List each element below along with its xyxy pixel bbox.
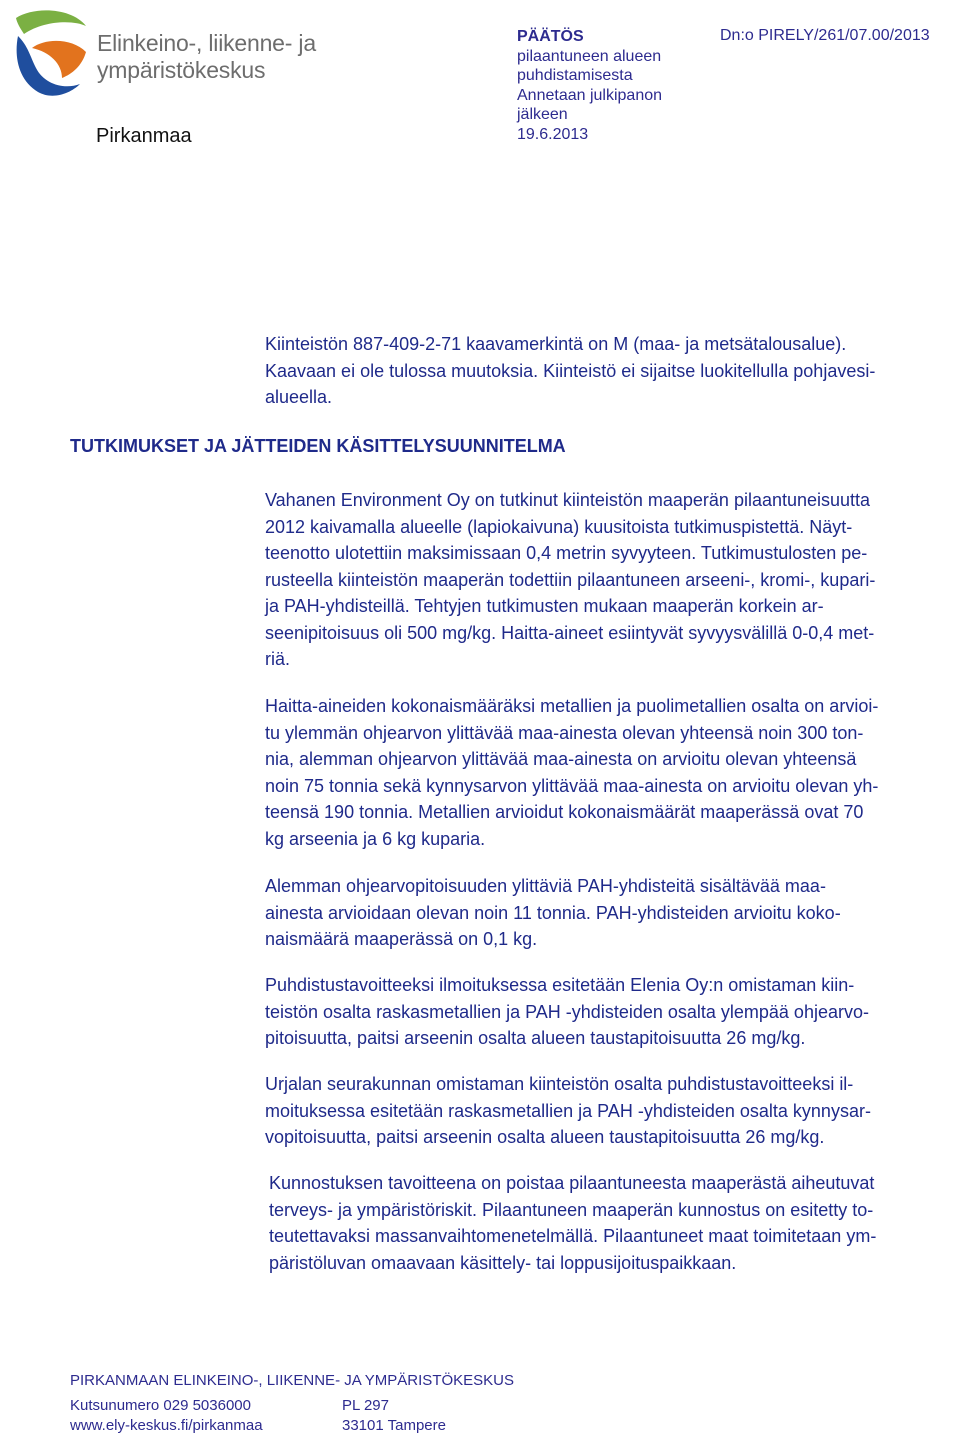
footer-postal-address: 33101 Tampere: [342, 1417, 446, 1434]
text-line: kg arseenia ja 6 kg kuparia.: [265, 828, 486, 849]
footer-phone: Kutsunumero 029 5036000: [70, 1397, 251, 1414]
text-line: Vahanen Environment Oy on tutkinut kiinteistön maaperän pilaantuneisuutta: [265, 490, 871, 510]
text-line: Alemman ohjearvopitoisuuden ylittäviä PAH-yhdisteitä sisältävää maa-: [265, 876, 826, 896]
footer-organization: PIRKANMAAN ELINKEINO-, LIIKENNE- JA YMPÄRISTÖKESKUS: [70, 1372, 515, 1389]
text-line: Kunnostuksen tavoitteena on poistaa pilaantuneesta maaperästä aiheutuvat: [269, 1173, 875, 1193]
paragraph-pah: [265, 873, 955, 953]
text-line: terveys- ja ympäristöriskit. Pilaantuneen maaperän kunnostus on esitetty to-: [269, 1199, 874, 1220]
text-line: teensä 190 tonnia. Metallien arvioidut kokonaismäärät maaperässä ovat 70: [265, 802, 864, 822]
paragraph-target-urjala: [265, 1071, 955, 1151]
text-line: nia, alemman ohjearvon ylittävää maa-ainesta on arvioitu olevan yhteensä: [265, 749, 857, 769]
paragraph-target-elenia: [265, 972, 955, 1052]
text-line: Kiinteistön 887-409-2-71 kaavamerkintä on M (maa- ja metsätalousalue).: [265, 334, 847, 354]
organization-name-line1: Elinkeino-, liikenne- ja: [97, 30, 316, 56]
document-meta: [517, 27, 697, 144]
paragraph-quantities: [265, 693, 955, 852]
document-subject-line: jälkeen: [517, 106, 568, 123]
paragraph-investigation: [265, 487, 955, 673]
text-line: pitoisuutta, paitsi arseenin osalta alueen taustapitoisuutta 26 mg/kg.: [265, 1028, 806, 1048]
text-line: Kaavaan ei ole tulossa muutoksia. Kiinteistö ei sijaitse luokitellulla pohjavesi-: [265, 360, 876, 381]
text-line: alueella.: [265, 387, 333, 407]
text-line: Puhdistustavoitteeksi ilmoituksessa esitetään Elenia Oy:n omistaman kiin-: [265, 975, 855, 995]
text-line: tu ylemmän ohjearvon ylittävää maa-ainesta olevan yhteensä noin 300 ton-: [265, 722, 864, 743]
paragraph-remediation-goal: [269, 1170, 959, 1276]
text-line: rusteella kiinteistön maaperän todettiin pilaantuneen arseeni-, kromi-, kupari-: [265, 569, 876, 590]
text-line: vopitoisuutta, paitsi arseenin osalta alueen taustapitoisuutta 26 mg/kg.: [265, 1127, 825, 1147]
text-line: naismäärä maaperässä on 0,1 kg.: [265, 929, 538, 949]
organization-name-line2: ympäristökeskus: [97, 57, 266, 83]
document-date: 19.6.2013: [517, 125, 589, 143]
text-line: noin 75 tonnia sekä kynnysarvon ylittävää maa-ainesta on arvioitu olevan yh-: [265, 775, 879, 796]
text-line: moituksessa esitetään raskasmetallien ja PAH -yhdisteiden osalta kynnysar-: [265, 1100, 871, 1121]
text-line: teutettavaksi massanvaihtomenetelmällä. Pilaantuneet maat toimitetaan ym-: [269, 1226, 877, 1246]
text-line: 2012 kaivamalla alueelle (lapiokaivuna) kuusitoista tutkimuspistettä. Näyt-: [265, 516, 853, 537]
section-heading: TUTKIMUKSET JA JÄTTEIDEN KÄSITTELYSUUNNITELMA: [70, 436, 566, 456]
organization-name: [97, 30, 316, 84]
intro-paragraph: [265, 331, 955, 411]
ely-logo-icon: [10, 8, 90, 98]
text-line: ja PAH-yhdisteillä. Tehtyjen tutkimusten mukaan maaperän korkein ar-: [265, 596, 824, 616]
text-line: Haitta-aineiden kokonaismääräksi metallien ja puolimetallien osalta on arvioi-: [265, 696, 879, 716]
document-subject-line: pilaantuneen alueen: [517, 47, 662, 65]
text-line: Urjalan seurakunnan omistaman kiinteistön osalta puhdistustavoitteeksi il-: [265, 1074, 854, 1094]
document-subject-line: Annetaan julkipanon: [517, 86, 663, 104]
text-line: riä.: [265, 649, 291, 669]
text-line: teenotto ulotettiin maksimissaan 0,4 metrin syvyyteen. Tutkimustulosten pe-: [265, 543, 868, 563]
footer-website-link[interactable]: www.ely-keskus.fi/pirkanmaa: [70, 1417, 263, 1434]
text-line: ainesta arvioidaan olevan noin 11 tonnia. PAH-yhdisteiden arvioitu koko-: [265, 902, 841, 923]
footer-po-box: PL 297: [342, 1397, 389, 1414]
text-line: seenipitoisuus oli 500 mg/kg. Haitta-aineet esiintyvät syvyysvälillä 0-0,4 met-: [265, 622, 875, 643]
document-type: PÄÄTÖS: [517, 28, 584, 45]
text-line: teistön osalta raskasmetallien ja PAH -yhdisteiden osalta ylempää ohjearvo-: [265, 1001, 869, 1022]
document-reference-number: Dn:o PIRELY/261/07.00/2013: [720, 27, 930, 44]
document-subject-line: puhdistamisesta: [517, 67, 633, 84]
text-line: päristöluvan omaavaan käsittely- tai loppusijoituspaikkaan.: [269, 1252, 737, 1273]
region-name: Pirkanmaa: [96, 125, 192, 147]
